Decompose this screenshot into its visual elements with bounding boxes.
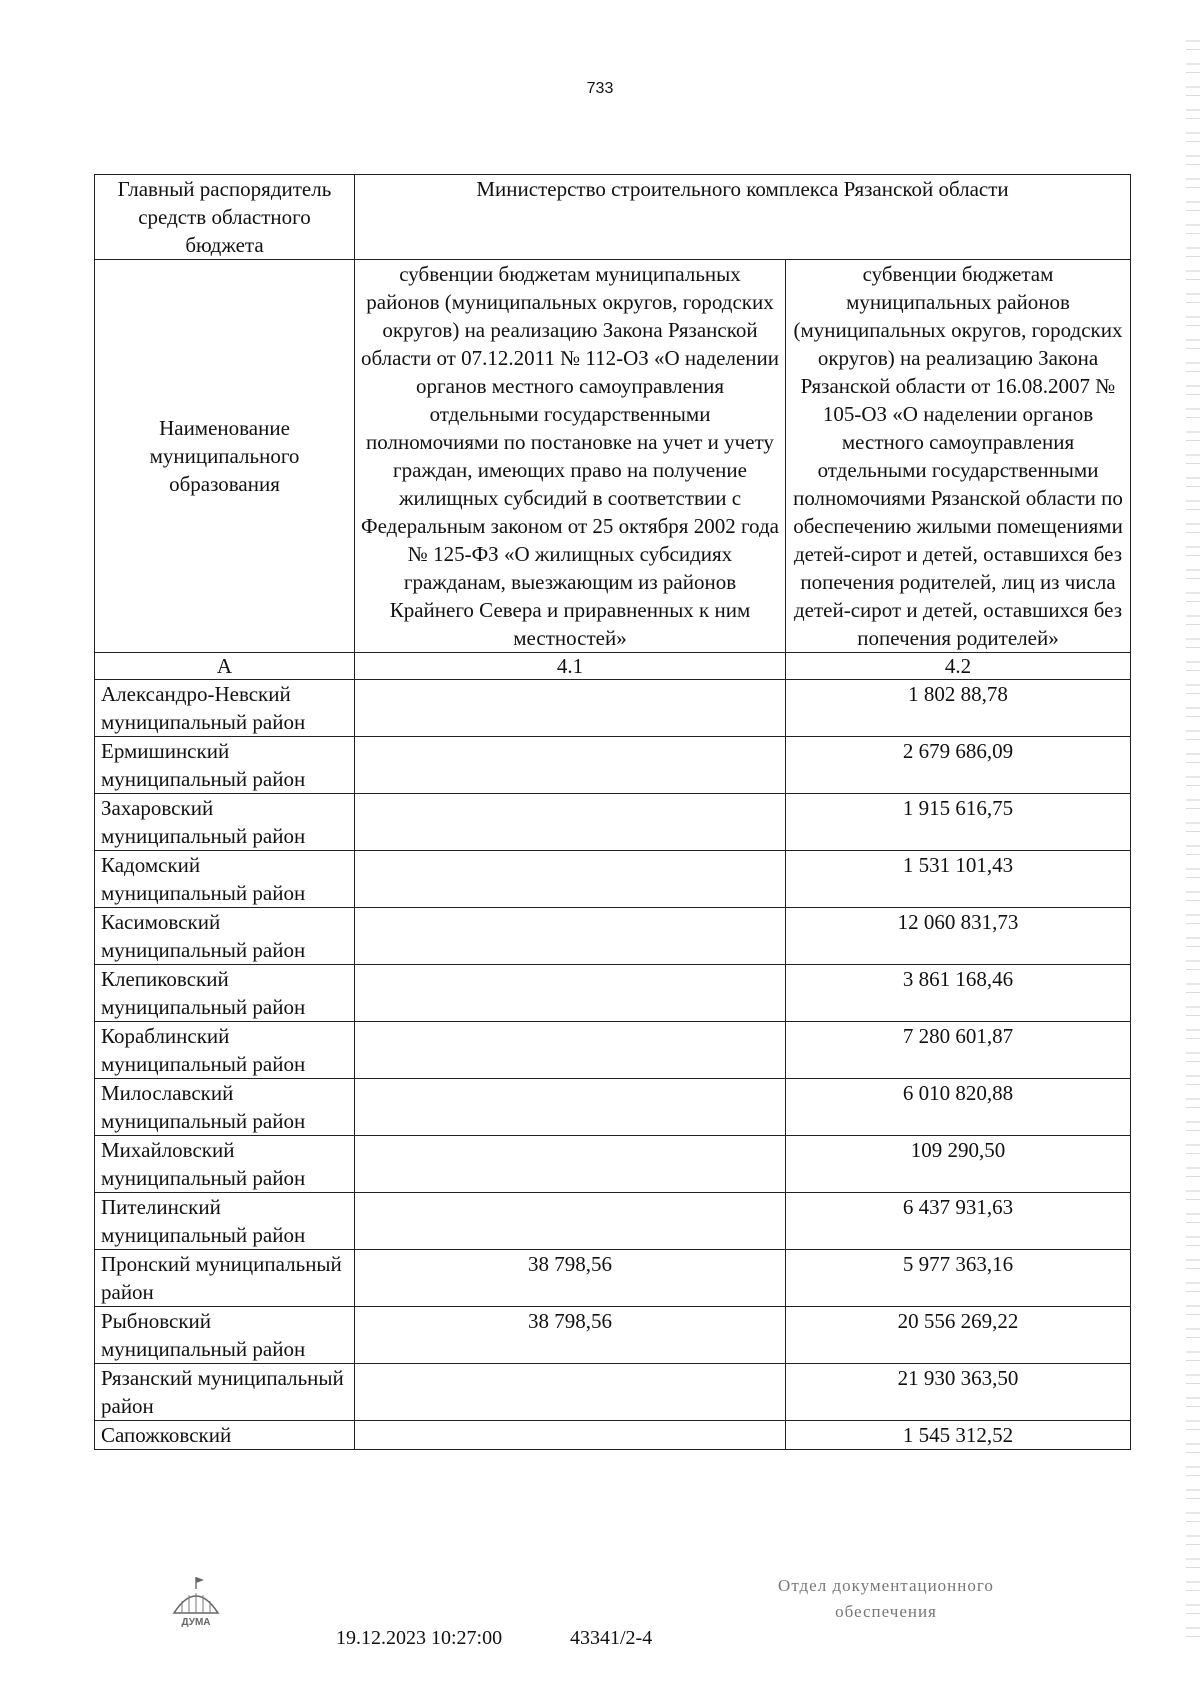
municipality-name: Касимовский муниципальный район bbox=[95, 908, 355, 965]
table-row bbox=[95, 1421, 1131, 1450]
value-4-2: 1 531 101,43 bbox=[786, 851, 1131, 908]
duma-emblem-icon bbox=[168, 1575, 224, 1627]
municipality-name: Александро-Невский муниципальный район bbox=[95, 680, 355, 737]
municipality-name: Пронский муниципальный район bbox=[95, 1250, 355, 1307]
municipality-name: Рыбновский муниципальный район bbox=[95, 1307, 355, 1364]
header-distributor-label: Главный распорядитель средств областного бюджета bbox=[95, 175, 355, 260]
table-row bbox=[95, 851, 1131, 908]
header-name-label: Наименование муниципального образования bbox=[95, 260, 355, 653]
header-row-distributor bbox=[95, 175, 1131, 260]
table-row bbox=[95, 1364, 1131, 1421]
value-4-2: 1 545 312,52 bbox=[786, 1421, 1131, 1450]
column-number-4-1: 4.1 bbox=[355, 653, 786, 680]
table-row bbox=[95, 1250, 1131, 1307]
municipality-name: Пителинский муниципальный район bbox=[95, 1193, 355, 1250]
table-row bbox=[95, 1136, 1131, 1193]
municipality-name: Захаровский муниципальный район bbox=[95, 794, 355, 851]
municipality-name: Милославский муниципальный район bbox=[95, 1079, 355, 1136]
value-4-1 bbox=[355, 908, 786, 965]
value-4-2: 12 060 831,73 bbox=[786, 908, 1131, 965]
value-4-2: 2 679 686,09 bbox=[786, 737, 1131, 794]
municipality-name: Клепиковский муниципальный район bbox=[95, 965, 355, 1022]
municipality-name: Рязанский муниципальный район bbox=[95, 1364, 355, 1421]
value-4-2: 3 861 168,46 bbox=[786, 965, 1131, 1022]
table-row bbox=[95, 1079, 1131, 1136]
value-4-1 bbox=[355, 1136, 786, 1193]
table-row bbox=[95, 794, 1131, 851]
column-number-row bbox=[95, 653, 1131, 680]
value-4-2: 5 977 363,16 bbox=[786, 1250, 1131, 1307]
header-ministry: Министерство строительного комплекса Рязанской области bbox=[355, 175, 1131, 260]
column-number-a: А bbox=[95, 653, 355, 680]
department-stamp bbox=[736, 1573, 1036, 1625]
table-row bbox=[95, 737, 1131, 794]
footer-datetime: 19.12.2023 10:27:00 bbox=[336, 1627, 503, 1649]
value-4-2: 20 556 269,22 bbox=[786, 1307, 1131, 1364]
header-col-4-1-description: субвенции бюджетам муниципальных районов (муниципальных округов, городских округов) на реализацию Закона Рязанской области от 07.12.2011 № 112-ОЗ «О наделении органов местного самоуправления отдельными государственными полномочиями по постановке на учет и учету граждан, имеющих право на получение жилищных субсидий в соответствии с Федеральным законом от 25 октября 2002 года № 125-ФЗ «О жилищных субсидиях гражданам, выезжающим из районов Крайнего Севера и приравненных к ним местностей» bbox=[355, 260, 786, 653]
emblem-label: ДУМА bbox=[181, 1617, 211, 1627]
table-row bbox=[95, 1022, 1131, 1079]
table-row bbox=[95, 1193, 1131, 1250]
header-col-4-2-description: субвенции бюджетам муниципальных районов (муниципальных округов, городских округов) на реализацию Закона Рязанской области от 16.08.2007 № 105-ОЗ «О наделении органов местного самоуправления отдельными государственными полномочиями Рязанской области по обеспечению жилыми помещениями детей-сирот и детей, оставшихся без попечения родителей, лиц из числа детей-сирот и детей, оставшихся без попечения родителей» bbox=[786, 260, 1131, 653]
value-4-1: 38 798,56 bbox=[355, 1250, 786, 1307]
value-4-2: 6 010 820,88 bbox=[786, 1079, 1131, 1136]
table-body bbox=[95, 175, 1131, 1450]
value-4-1 bbox=[355, 1421, 786, 1450]
value-4-2: 6 437 931,63 bbox=[786, 1193, 1131, 1250]
table-row bbox=[95, 1307, 1131, 1364]
value-4-1 bbox=[355, 851, 786, 908]
value-4-1 bbox=[355, 680, 786, 737]
value-4-2: 109 290,50 bbox=[786, 1136, 1131, 1193]
scan-edge-artifact bbox=[1186, 40, 1200, 1640]
municipality-name: Кораблинский муниципальный район bbox=[95, 1022, 355, 1079]
value-4-2: 7 280 601,87 bbox=[786, 1022, 1131, 1079]
value-4-1 bbox=[355, 965, 786, 1022]
value-4-2: 1 802 88,78 bbox=[786, 680, 1131, 737]
stamp-line-2: обеспечения bbox=[835, 1602, 937, 1621]
municipality-name: Кадомский муниципальный район bbox=[95, 851, 355, 908]
municipality-name: Ермишинский муниципальный район bbox=[95, 737, 355, 794]
value-4-1 bbox=[355, 1079, 786, 1136]
column-number-4-2: 4.2 bbox=[786, 653, 1131, 680]
table-row bbox=[95, 908, 1131, 965]
value-4-1 bbox=[355, 794, 786, 851]
page-number: 733 bbox=[586, 80, 614, 97]
footer-doc-number: 43341/2-4 bbox=[570, 1627, 653, 1649]
value-4-1 bbox=[355, 737, 786, 794]
municipality-name: Михайловский муниципальный район bbox=[95, 1136, 355, 1193]
budget-table bbox=[94, 174, 1131, 1450]
value-4-1 bbox=[355, 1022, 786, 1079]
value-4-2: 1 915 616,75 bbox=[786, 794, 1131, 851]
value-4-1 bbox=[355, 1364, 786, 1421]
municipality-name: Сапожковский bbox=[95, 1421, 355, 1450]
value-4-1 bbox=[355, 1193, 786, 1250]
stamp-line-1: Отдел документационного bbox=[778, 1576, 994, 1595]
header-row-description bbox=[95, 260, 1131, 653]
value-4-1: 38 798,56 bbox=[355, 1307, 786, 1364]
table-row bbox=[95, 965, 1131, 1022]
value-4-2: 21 930 363,50 bbox=[786, 1364, 1131, 1421]
table-row bbox=[95, 680, 1131, 737]
